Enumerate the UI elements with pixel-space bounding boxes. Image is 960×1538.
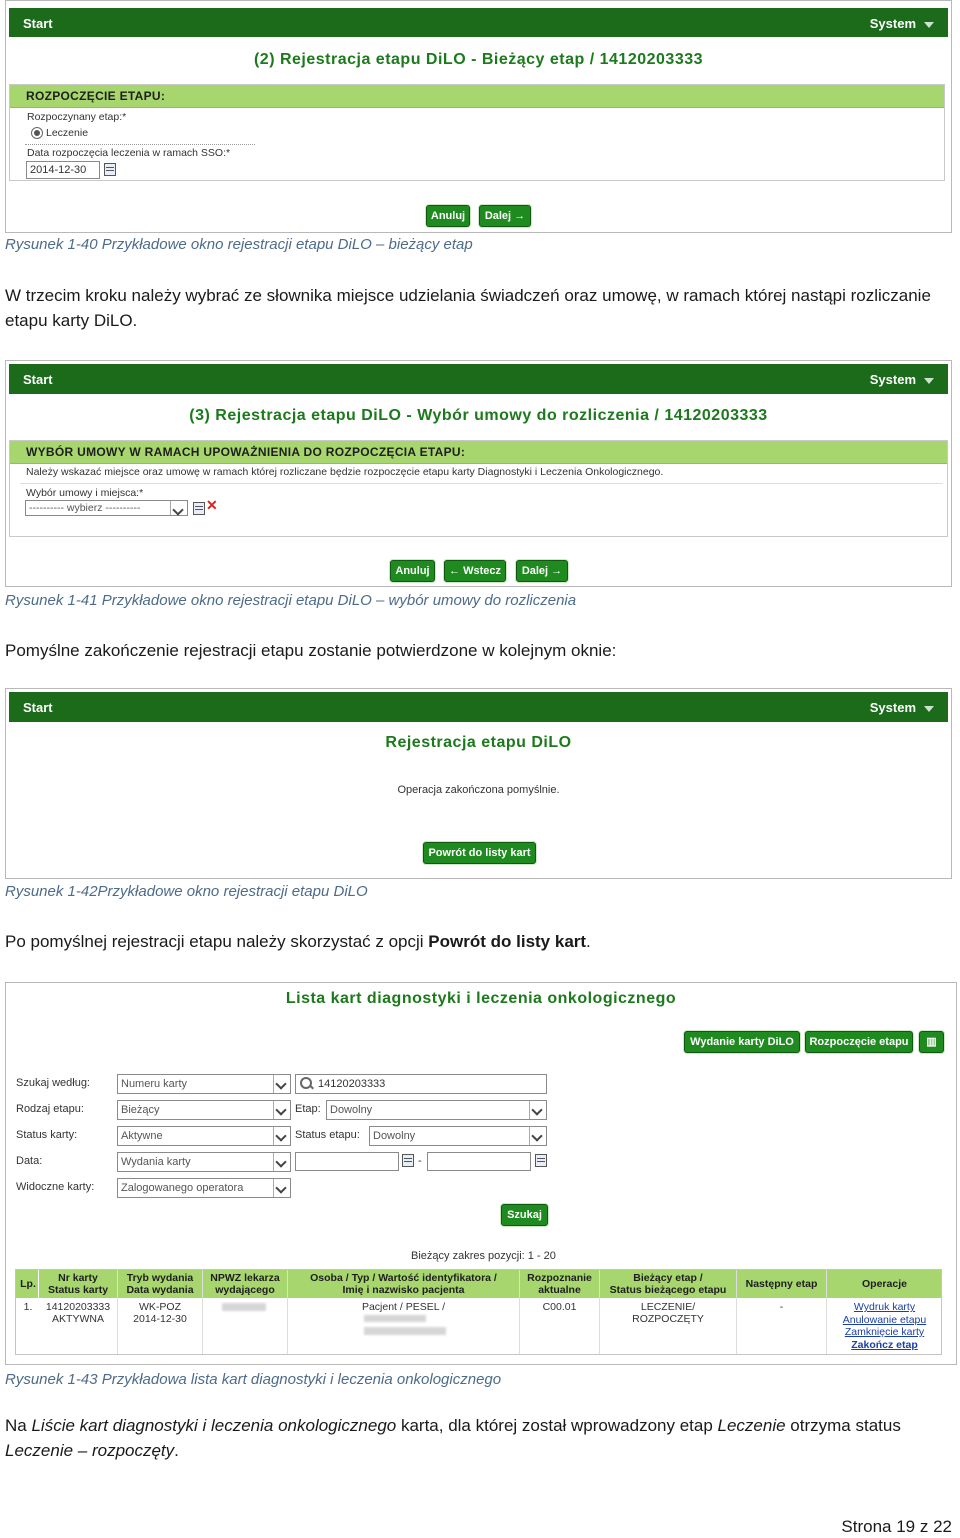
top-bar: [9, 364, 948, 394]
start-menu[interactable]: Start: [23, 700, 53, 715]
td-lp: 1.: [23, 1301, 33, 1313]
visible-cards-select[interactable]: [117, 1178, 291, 1198]
calendar-icon[interactable]: [535, 1154, 547, 1167]
chevron-down-icon: [273, 1153, 290, 1171]
date-type-value: Wydania karty: [121, 1156, 191, 1168]
date-label-underline: [25, 144, 255, 145]
card-status-label: Status karty:: [16, 1129, 78, 1141]
chevron-down-icon: [273, 1101, 290, 1119]
separator: [20, 483, 943, 484]
back-button[interactable]: ← Wstecz: [444, 560, 506, 582]
td-card-number: 14120203333: [45, 1301, 111, 1313]
card-status-select[interactable]: [117, 1126, 291, 1146]
para4-italic: Leczenie: [717, 1416, 786, 1435]
contract-selection-panel: [9, 440, 948, 537]
para4-text: Na: [5, 1416, 32, 1435]
radio-dot: [34, 130, 40, 136]
page-title: Rejestracja etapu DiLO: [385, 734, 572, 751]
paragraph-status: [5, 1413, 952, 1463]
para3-suffix: .: [586, 932, 591, 951]
section-header: WYBÓR UMOWY W RAMACH UPOWAŻNIENIA DO ROZPOCZĘCIA ETAPU:: [10, 441, 947, 464]
visible-cards-label: Widoczne karty:: [16, 1181, 95, 1193]
contract-select[interactable]: [25, 500, 188, 516]
para3-bold: Powrót do listy kart: [428, 932, 587, 951]
next-button[interactable]: Dalej →: [516, 560, 568, 582]
issue-card-button[interactable]: Wydanie karty DiLO: [684, 1031, 800, 1053]
date-from-input[interactable]: [295, 1152, 399, 1171]
cancel-stage-link[interactable]: Anulowanie etapu: [842, 1313, 927, 1326]
search-icon-handle: [309, 1085, 314, 1090]
dictionary-list-icon[interactable]: [193, 502, 205, 515]
search-by-value: Numeru karty: [121, 1078, 188, 1090]
th-lp: Lp.: [20, 1278, 36, 1290]
td-operations: [827, 1301, 942, 1351]
para4-text: otrzyma status: [785, 1416, 901, 1435]
stage-value: Dowolny: [330, 1104, 373, 1116]
radio-label: Leczenie: [46, 127, 89, 139]
td-diagnosis: C00.01: [542, 1301, 577, 1313]
system-menu[interactable]: [870, 700, 934, 715]
range-text: Bieżący zakres pozycji: 1 - 20: [411, 1250, 556, 1262]
cancel-button[interactable]: Anuluj: [426, 205, 470, 227]
page-footer: Strona 19 z 22: [841, 1517, 952, 1536]
para3-text: Po pomyślnej rejestracji etapu należy skorzystać z opcji: [5, 932, 429, 951]
th-patient: Osoba / Typ / Wartość identyfikatora / Imię i nazwisko pacjenta: [310, 1272, 497, 1296]
calendar-icon[interactable]: [402, 1154, 414, 1167]
system-menu[interactable]: [870, 16, 934, 31]
screenshot-contract-selection: [5, 360, 952, 587]
search-button[interactable]: Szukaj: [501, 1204, 548, 1226]
stage-type-value: Bieżący: [121, 1104, 160, 1116]
clear-x-icon[interactable]: ✕: [206, 497, 218, 513]
chevron-down-icon: [924, 22, 934, 28]
screenshot-card-list: [5, 982, 957, 1365]
th-npwz: NPWZ lekarza wydającego: [210, 1272, 280, 1296]
stage-status-value: Dowolny: [373, 1130, 416, 1142]
columns-icon[interactable]: ▥: [919, 1031, 944, 1053]
date-label: Data:: [16, 1155, 43, 1167]
search-value: 14120203333: [318, 1078, 386, 1090]
stage-status-select[interactable]: [369, 1126, 547, 1146]
th-current-stage: Bieżący etap / Status bieżącego etapu: [609, 1272, 727, 1296]
td-issue-date: 2014-12-30: [133, 1313, 187, 1325]
system-label: System: [869, 16, 916, 31]
cancel-button[interactable]: Anuluj: [390, 560, 435, 582]
date-separator: -: [418, 1155, 422, 1167]
para4-italic: Liście kart diagnostyki i leczenia onkologicznego: [31, 1416, 397, 1435]
info-text: Należy wskazać miejsce oraz umowę w ramach której rozliczane będzie rozpoczęcie etapu karty Diagnostyki i Leczenia Onkologicznego.: [26, 466, 664, 478]
system-label: System: [869, 700, 916, 715]
system-label: System: [869, 372, 916, 387]
th-next-stage: Następny etap: [745, 1278, 818, 1290]
redacted-npwz: [222, 1303, 266, 1311]
td-next-stage: -: [779, 1301, 784, 1313]
para4-italic: Leczenie – rozpoczęty: [5, 1441, 175, 1460]
success-message: Operacja zakończona pomyślnie.: [397, 784, 560, 796]
chevron-down-icon: [273, 1179, 290, 1197]
date-label: Data rozpoczęcia leczenia w ramach SSO:*: [27, 147, 231, 159]
stage-label: Rozpoczynany etap:*: [27, 111, 127, 123]
start-stage-panel: [9, 84, 945, 181]
system-menu[interactable]: [870, 372, 934, 387]
para4-text: .: [174, 1441, 179, 1460]
contract-select-value: ---------- wybierz ----------: [29, 502, 141, 514]
page-title: Lista kart diagnostyki i leczenia onkologicznego: [285, 990, 677, 1007]
top-bar: [9, 692, 948, 722]
screenshot-success: [5, 688, 952, 879]
search-by-select[interactable]: [117, 1074, 291, 1094]
paragraph-third-step: W trzecim kroku należy wybrać ze słownika miejsce udzielania świadczeń oraz umowę, w ramach której nastąpi rozliczanie etapu karty DiLO.: [5, 286, 931, 330]
stage-select[interactable]: [326, 1100, 547, 1120]
th-operations: Operacje: [862, 1278, 907, 1290]
chevron-down-icon: [529, 1101, 546, 1119]
figure-caption-1-40: Rysunek 1-40 Przykładowe okno rejestracji etapu DiLO – bieżący etap: [5, 236, 473, 253]
page-title: (2) Rejestracja etapu DiLO - Bieżący etap / 14120203333: [253, 51, 704, 68]
chevron-down-icon: [170, 501, 187, 515]
chevron-down-icon: [273, 1127, 290, 1145]
td-stage-status: ROZPOCZĘTY: [632, 1313, 704, 1325]
close-card-link[interactable]: Zamknięcie karty: [844, 1326, 925, 1338]
start-menu[interactable]: Start: [23, 16, 53, 31]
th-diagnosis: Rozpoznanie aktualne: [527, 1272, 592, 1296]
td-stage: LECZENIE/: [640, 1301, 696, 1313]
figure-caption-1-41: Rysunek 1-41 Przykładowe okno rejestracji etapu DiLO – wybór umowy do rozliczenia: [5, 592, 577, 609]
stage-type-label: Rodzaj etapu:: [16, 1103, 84, 1115]
top-bar: [9, 8, 948, 37]
contract-label: Wybór umowy i miejsca:*: [26, 487, 144, 499]
figure-caption-1-42: Rysunek 1-42Przykładowe okno rejestracji etapu DiLO: [5, 883, 368, 900]
paragraph-back-option: [5, 929, 952, 954]
stage-status-label: Status etapu:: [295, 1129, 360, 1141]
page-title: (3) Rejestracja etapu DiLO - Wybór umowy do rozliczenia / 14120203333: [189, 407, 768, 424]
print-card-link[interactable]: Wydruk karty: [853, 1301, 916, 1313]
start-stage-button[interactable]: Rozpoczęcie etapu: [805, 1031, 913, 1053]
figure-caption-1-43: Rysunek 1-43 Przykładowa lista kart diagnostyki i leczenia onkologicznego: [5, 1371, 502, 1388]
start-menu[interactable]: Start: [23, 372, 53, 387]
stage-type-select[interactable]: [117, 1100, 291, 1120]
search-by-label: Szukaj według:: [16, 1077, 90, 1089]
next-button[interactable]: Dalej →: [479, 205, 531, 227]
chevron-down-icon: [924, 706, 934, 712]
screenshot-current-stage: [5, 0, 952, 233]
td-patient: Pacjent / PESEL /: [361, 1301, 446, 1313]
td-mode: WK-POZ: [139, 1301, 181, 1313]
th-mode: Tryb wydania Data wydania: [126, 1272, 194, 1296]
back-to-card-list-button[interactable]: Powrót do listy kart: [423, 842, 536, 864]
date-to-input[interactable]: [427, 1152, 531, 1171]
date-type-select[interactable]: [117, 1152, 291, 1172]
section-header: ROZPOCZĘCIE ETAPU:: [10, 85, 944, 108]
date-input[interactable]: 2014-12-30: [26, 161, 100, 179]
redacted-pesel: [364, 1315, 426, 1322]
chevron-down-icon: [273, 1075, 290, 1093]
stage-label: Etap:: [295, 1103, 321, 1115]
td-card-status: AKTYWNA: [52, 1313, 104, 1325]
chevron-down-icon: [529, 1127, 546, 1145]
para4-text: karta, dla której został wprowadzony etap: [396, 1416, 718, 1435]
card-status-value: Aktywne: [121, 1130, 163, 1142]
visible-cards-value: Zalogowanego operatora: [121, 1182, 244, 1194]
finish-stage-link[interactable]: Zakończ etap: [851, 1338, 918, 1351]
redacted-name: [364, 1327, 446, 1335]
results-table: [15, 1269, 942, 1355]
th-card: Nr karty Status karty: [47, 1272, 109, 1296]
calendar-icon[interactable]: [104, 163, 116, 176]
search-input[interactable]: [295, 1074, 547, 1094]
paragraph-success: Pomyślne zakończenie rejestracji etapu zostanie potwierdzone w kolejnym oknie:: [5, 641, 617, 660]
chevron-down-icon: [924, 378, 934, 384]
radio-leczenie[interactable]: [31, 127, 43, 139]
